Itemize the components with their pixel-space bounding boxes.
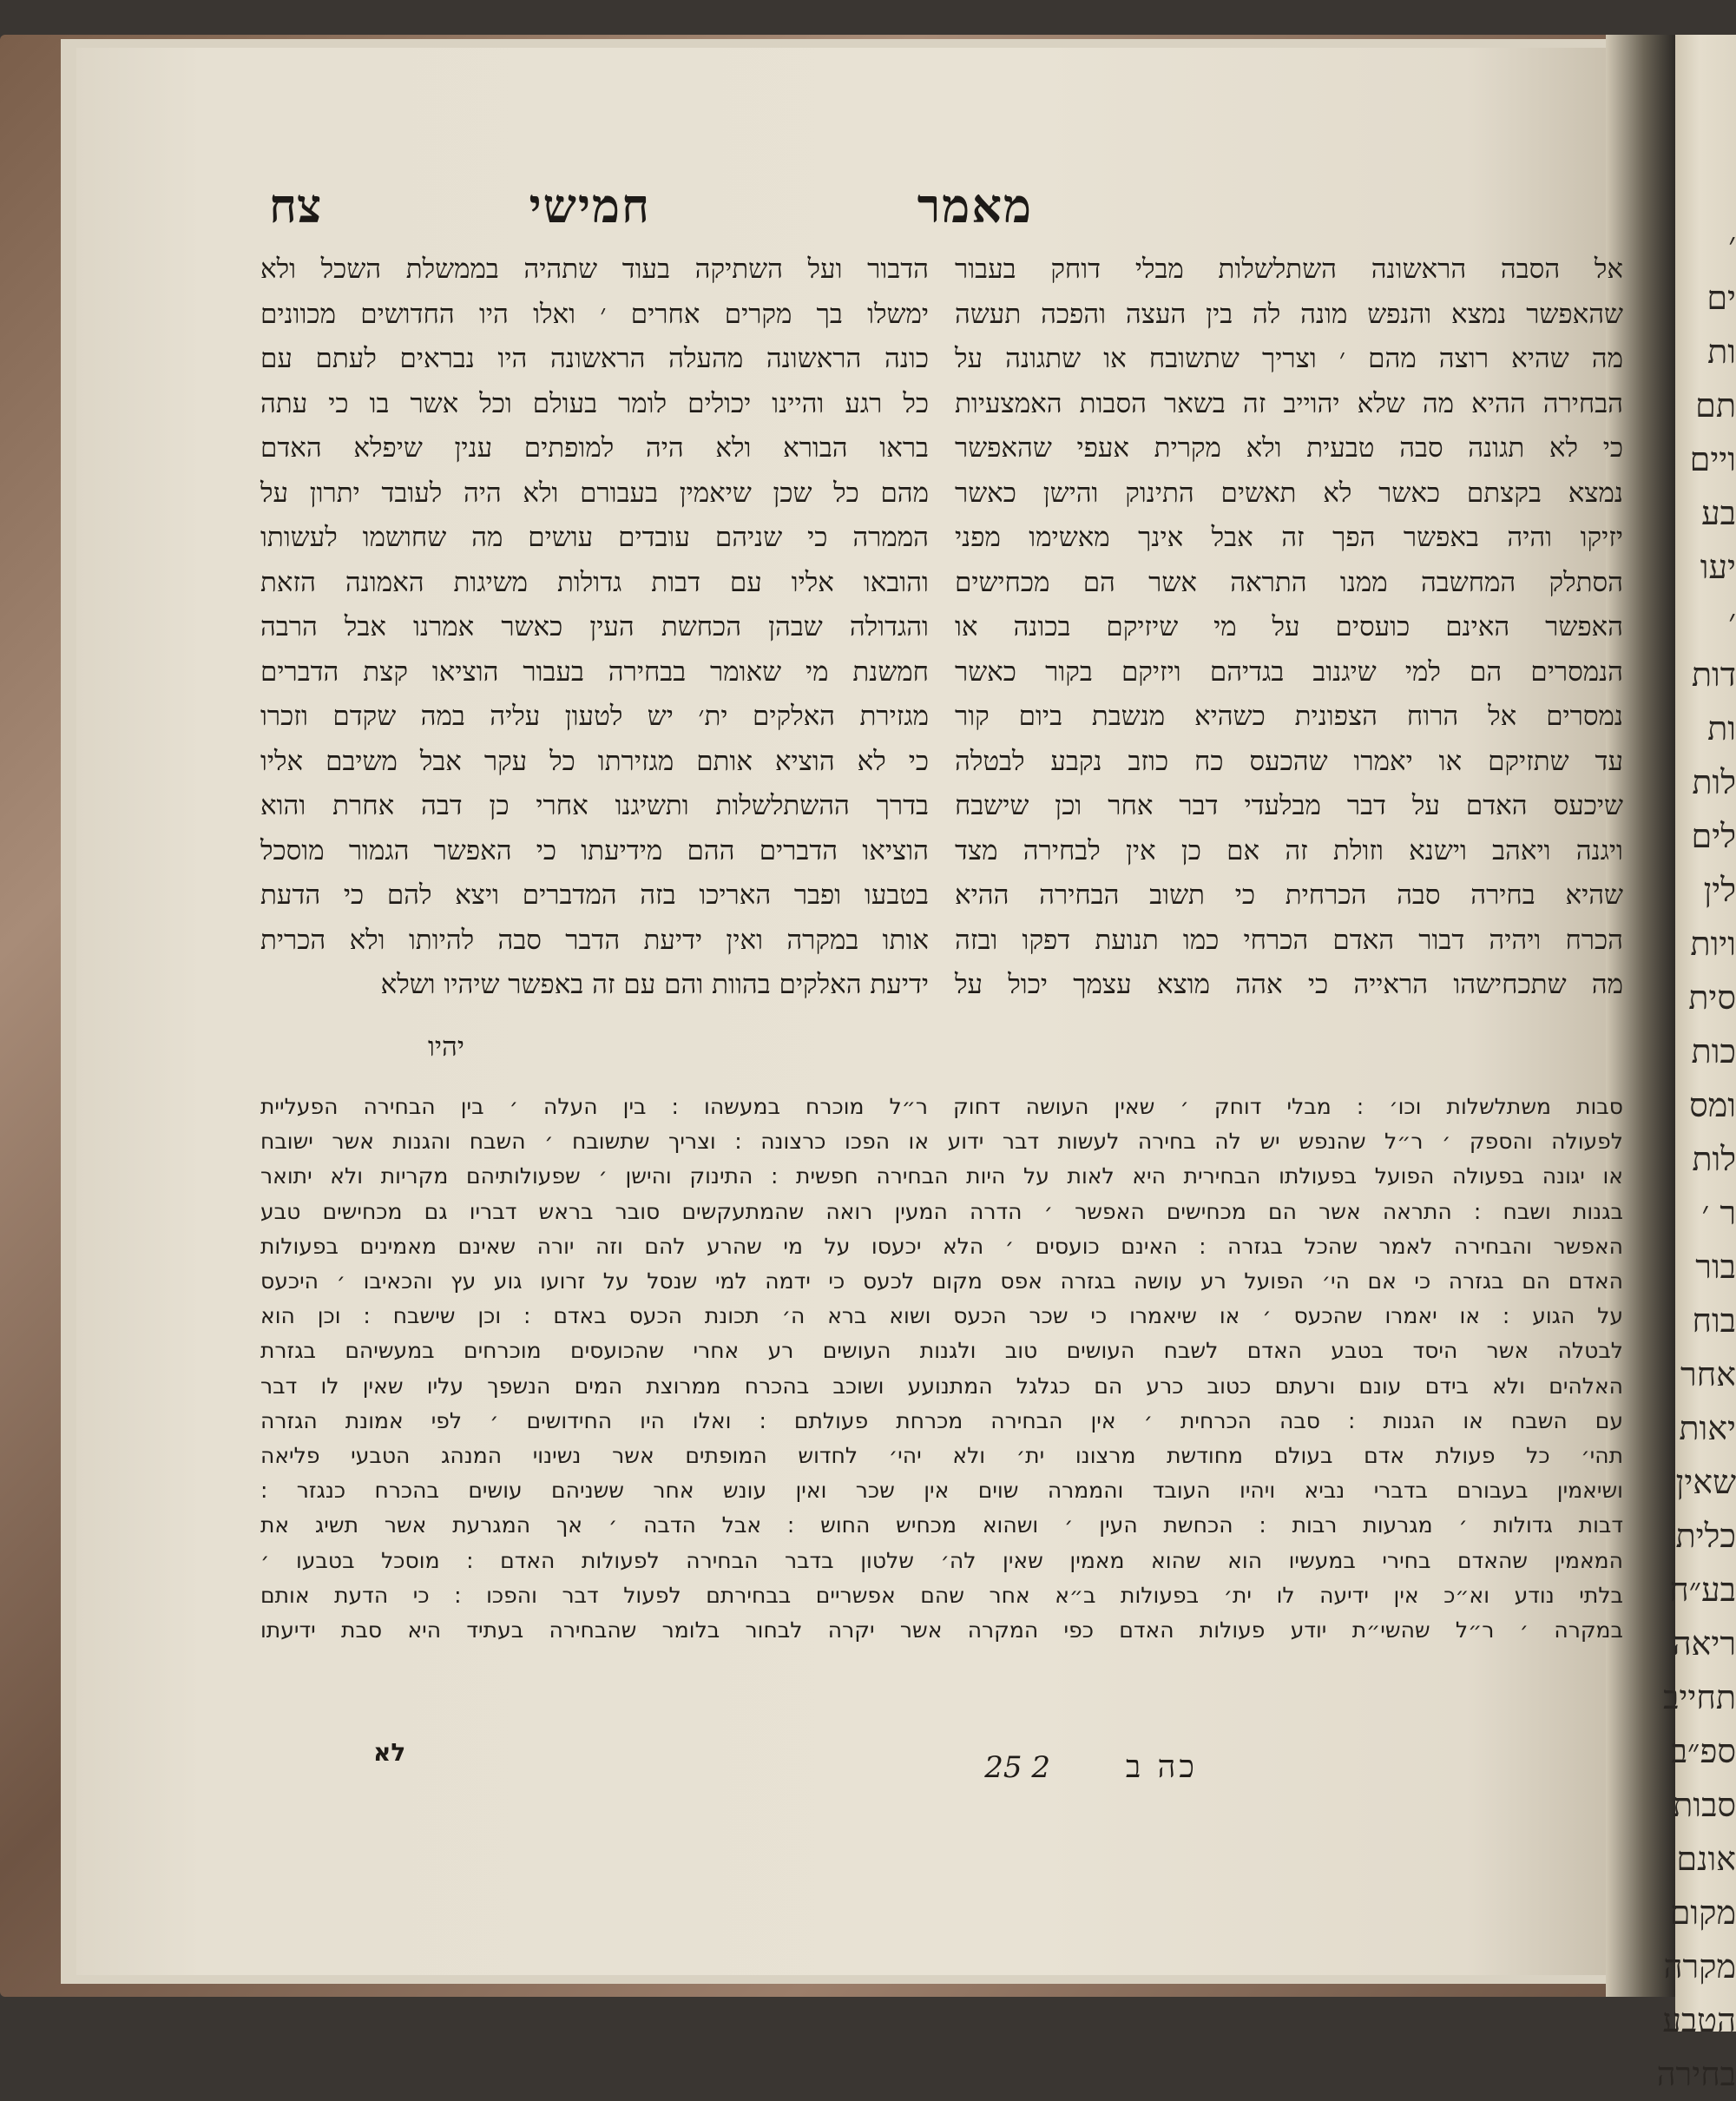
- commentary-line: לפעולה והספק ׳ ר״ל שהנפש יש לה בחירה לעשות דבר ידוע או הפכו כרצונה : וצריך שתשובח ׳ השבח והגנות אשר ישובח: [260, 1129, 1623, 1155]
- commentary-line: בלתי נודע וא״כ אין ידיעה לו ית׳ בפעולות ב״א אחר שהם אפשריים בבחירתם לפעול דבר והפכו : כי הדעת אותם: [260, 1582, 1623, 1608]
- fragment-line: שאין: [1675, 1463, 1736, 1501]
- fragment-line: בע״ח: [1669, 1571, 1736, 1609]
- text-line: כי לא תגונה סבה טבעית ולא מקרית אעפי שהאפשר: [955, 432, 1623, 464]
- running-head-subtitle: חמישי: [529, 178, 651, 234]
- text-line: כל רגע והיינו יכולים לומר בעולם וכל אשר בו כי עתה: [260, 387, 929, 419]
- page-footer: [260, 1738, 1623, 1801]
- text-line: שהיא בחירה סבה הכרחית כי תשוב הבחירה ההיא: [955, 879, 1623, 911]
- commentary-line: על הגוע : או יאמרו שהכעס ׳ או שיאמרו כי שכר הכעס ושוא ברא ה׳ תכונת הכעס באדם : וכן שישבח : וכן הוא: [260, 1303, 1623, 1329]
- text-line: אל הסבה הראשונה השתלשלות מבלי דוחק בעבור: [955, 254, 1623, 285]
- fragment-line: ומס: [1689, 1086, 1736, 1124]
- text-line: כי לא הוציא אותם מגזירתו כל עקר אבל משיבם אליו: [260, 745, 929, 777]
- commentary-line: לבטלה אשר היסד בטבע האדם לשבח העושים טוב ולגנות העושים רע אחרי שהכועסים מוכרחים במעשיהם בגזרת: [260, 1338, 1623, 1364]
- fragment-line: יעו: [1700, 548, 1736, 586]
- text-line: ויגנה ויאהב וישנא וזולת זה אם כן אין לבחירה מצד: [955, 834, 1623, 866]
- text-line: בטבעו ופבר האריכו בזה המדברים ויצא להם כי הדעת: [260, 879, 929, 911]
- right-page-fragments: [1656, 217, 1736, 2093]
- text-line: מה שתכחישהו הראייה כי אהה מוצא עצמך יכול על: [955, 969, 1623, 1000]
- text-line: והגדולה שבהן הכחשת העין כאשר אמרנו אבל הרבה: [260, 611, 929, 642]
- text-line: עד שתזיקם או יאמרו שהכעס כח כוזב נקבע לבטלה: [955, 745, 1623, 777]
- text-line: הכרח ויהיה דבור האדם הכרחי כמו תנועת דפקו ובזה: [955, 924, 1623, 956]
- text-line: חמשנת מי שאומר בבחירה בעבור הוציאו קצת הדברים: [260, 655, 929, 688]
- text-line: מהם כל שכן שיאמין בעבורם ולא היה לעובד יתרון על: [260, 477, 929, 509]
- text-line: יזיקו והיה באפשר הפך זה אבל אינך מאשימו מפני: [955, 522, 1623, 553]
- fragment-line: מקרה: [1663, 1947, 1736, 1986]
- fragment-line: סית: [1688, 978, 1736, 1017]
- fragment-line: לין: [1703, 871, 1736, 909]
- commentary-block: [260, 1090, 1623, 1749]
- fragment-line: אונם: [1676, 1840, 1736, 1878]
- commentary-line: עם השבח או הגנות : סבה הכרחית ׳ אין הבחירה מכרחת פעולתם : ואלו היו החידושים ׳ לפי אמונת הגזרה: [260, 1407, 1623, 1433]
- commentary-line: המאמין שהאדם בחירי במעשיו הוא שהוא מאמין שאין לה׳ שלטון בדבר הבחירה לפעולות האדם : מוסכל בטבעו ׳: [260, 1547, 1623, 1573]
- main-text-column-left: [260, 247, 929, 1029]
- text-line: הממרה כי שניהם עובדים עושים מה שחושמו לעשותו: [260, 522, 929, 553]
- fragment-line: כות: [1691, 1032, 1736, 1070]
- fragment-line: ויים: [1689, 440, 1736, 478]
- fragment-line: ות: [1707, 333, 1736, 371]
- commentary-line: או יגונה בפעולה הפועל בפעולתו הבחירית היא לאות על היות הבחירה חפשית : התינוק והישן ׳ שפעולותיהם מקריות ולא יתואר: [260, 1163, 1623, 1189]
- commentary-line: האדם הם בגזרה כי אם הי׳ הפועל רע עושה בגזרה אפס מקום לכעס כי ידמה למי שנסל על זרועו גוע עץ והכאיבו ׳ היכעס: [260, 1268, 1623, 1294]
- signature-number: 25 2: [984, 1750, 1050, 1785]
- text-line: אותו במקרה ואין ידיעת הדבר סבה להיותו ולא הכרית: [260, 924, 929, 956]
- text-line: האפשר האינם כועסים על מי שיזיקם בכונה או: [955, 611, 1623, 642]
- fragment-line: תם: [1695, 386, 1736, 425]
- commentary-line: במקרה ׳ ר״ל שהשי״ת יודע פעולות האדם כפי המקרה אשר יקרה לבחור בלומר שהבחירה בעתיד היא סבת ידיעתו: [260, 1617, 1623, 1643]
- fragment-line: מקום: [1669, 1894, 1736, 1932]
- running-head-title: מאמר: [917, 178, 1033, 234]
- fragment-line: ות: [1707, 709, 1736, 748]
- text-line: שיכעס האדם על דבר מבלעדי דבר אחר וכן שישבח: [955, 790, 1623, 821]
- commentary-line: דבות גדולות ׳ מגרעות רבות : הכחשת העין ׳ ושהוא מכחיש החוש : אבל הדבה ׳ אך המגרעת אשר תשיג את: [260, 1512, 1623, 1538]
- fragment-line: לים: [1691, 817, 1736, 855]
- signature-mark: כה ב: [1125, 1749, 1198, 1785]
- fragment-line: ׳: [1728, 602, 1736, 640]
- text-line: הוציאו הדברים ההם מידיעתו כי האפשר הגמור מוסכל: [260, 834, 929, 866]
- text-line: ימשלו בך מקרים אחרים ׳ ואלו היו החדושים מכוונים: [260, 298, 929, 330]
- text-line: הדבור ועל השתיקה בעוד שתהיה בממשלת השכל ולא: [260, 254, 929, 285]
- fragment-line: ריאה: [1672, 1624, 1736, 1663]
- text-line: והובאו אליו עם דבות גדולות משיגות האמונה הזאת: [260, 566, 929, 598]
- fragment-line: ויות: [1690, 925, 1736, 963]
- commentary-line: סבות משתלשלות וכו׳ : מבלי דוחק ׳ שאין העושה דחוק ר״ל מוכרח במעשהו : בין העלה ׳ בין הבחירה הפעליית: [260, 1094, 1623, 1119]
- commentary-line: תהי׳ כל פעולת אדם בעולם מחודשת מרצונו ית׳ ולא יהי׳ לחדוש המופתים אשר נשינוי המנהג הטבעי פליאה: [260, 1443, 1623, 1469]
- commentary-line: האלהים ולא בידם עונם ורעתם כטוב כרע הם כגלגל המתנועע ושוכב בהכרח ממרוצת המים הנשפך עליו שאין לו דבר: [260, 1373, 1623, 1399]
- column-catchword: יהיו: [427, 1031, 464, 1063]
- text-line: שהאפשר נמצא והנפש מונה לה בין העצה והפכה תעשה: [955, 298, 1623, 330]
- fragment-line: ספ״ב: [1671, 1732, 1736, 1770]
- fragment-line: דות: [1691, 655, 1736, 694]
- commentary-line: האפשר והבחירה לאמר שהכל בגזרה : האינם כועסים ׳ הלא יכעסו על מי שהרע להם וזה יורה שאינם מאמינים בפעולות: [260, 1233, 1623, 1259]
- text-line: בדרך ההשתלשלות ותשיגנו אחרי כן דבה אחרת והוא: [260, 790, 929, 821]
- fragment-line: בוח: [1692, 1301, 1736, 1340]
- commentary-line: בגנות ושבח : התראה אשר הם מכחישים האפשר ׳ הדרה המעין רואה שהמתעקשים סובר בראש דבריו גם מכחישים טבע: [260, 1198, 1623, 1224]
- fragment-line: בור: [1695, 1248, 1736, 1286]
- commentary-line: ושיאמין בעבורם בדברי נביא ויהיו העובד והממרה שוים אין שכר ואין עונש אחר ששניהם עושים בהכרח כנגזר :: [260, 1478, 1623, 1504]
- fragment-line: ׳: [1728, 225, 1736, 263]
- fragment-line: כלית: [1675, 1517, 1736, 1555]
- fragment-line: הטבע: [1662, 2001, 1736, 2039]
- fragment-line: אחר: [1680, 1355, 1736, 1393]
- running-head: [269, 178, 1033, 239]
- folio-number: צח: [269, 178, 322, 234]
- footer-catchword: לא: [373, 1738, 406, 1767]
- text-line: הבחירה ההיא מה שלא יהוייב זה בשאר הסבות האמצעיות: [955, 387, 1623, 419]
- fragment-line: יאות: [1679, 1409, 1736, 1447]
- text-line: הנמסרים הם למי שיגנוב בגדיהם ויזיקם בקור כאשר: [955, 655, 1623, 688]
- fragment-line: בחירה: [1656, 2055, 1736, 2093]
- text-line: ידיעת האלקים בהוות והם עם זה באפשר שיהיו ושלא: [380, 969, 929, 1000]
- fragment-line: תחייב: [1663, 1678, 1736, 1716]
- main-text-column-right: [955, 247, 1623, 1029]
- text-line: נמסרים אל הרוח הצפונית כשהיא מנשבת ביום קור: [955, 701, 1623, 732]
- text-line: מה שהיא רוצה מהם ׳ וצריך שתשובח או שתגונה על: [955, 343, 1623, 374]
- text-line: הסתלק המחשבה ממנו התראה אשר הם מכחישים: [955, 566, 1623, 598]
- fragment-line: בע: [1701, 494, 1736, 532]
- fragment-line: לות: [1692, 1140, 1736, 1178]
- text-line: בראו הבורא ולא היה למופתים ענין שיפלא האדם: [260, 432, 929, 464]
- fragment-line: ים: [1706, 279, 1736, 317]
- text-line: כונה הראשונה מהעלה הראשונה היו נבראים לעתם עם: [260, 343, 929, 374]
- fragment-line: ר ׳: [1701, 1194, 1736, 1232]
- text-line: מגזירת האלקים ית׳ יש לטעון עליה במה שקדם וזכרו: [260, 701, 929, 732]
- fragment-line: סבות: [1673, 1786, 1736, 1824]
- fragment-line: לות: [1692, 763, 1736, 801]
- text-line: נמצא בקצתם כאשר לא תאשים התינוק והישן כאשר: [955, 477, 1623, 509]
